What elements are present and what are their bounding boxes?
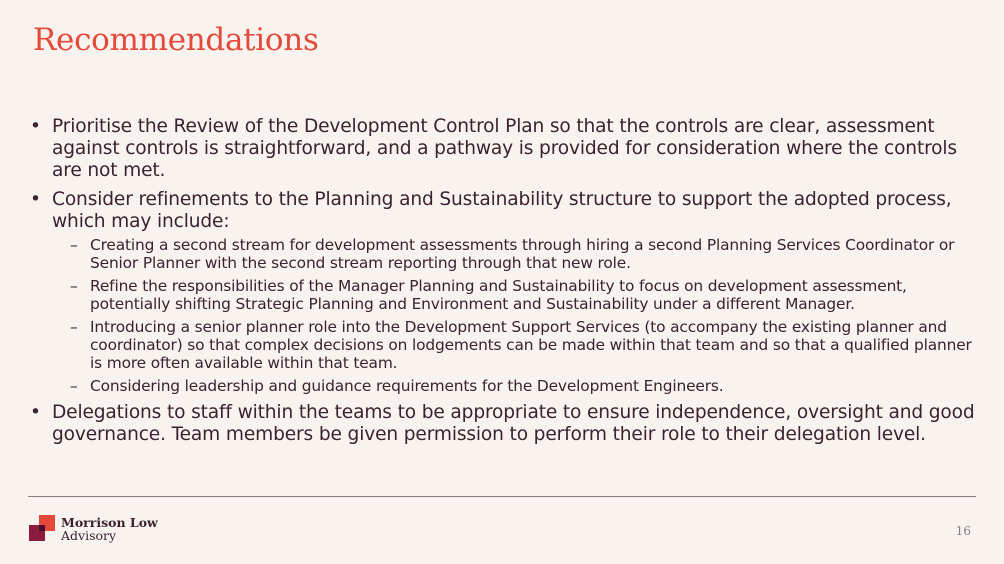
sub-bullet-text: Introducing a senior planner role into the Development Support Services (to accompany the existing planner and coordinator) so that complex decisions on lodgements can be made within that team and so that a qualified planner is more often available within that team. [90,318,972,372]
bullet-item [30,189,980,395]
bullet-text: Prioritise the Review of the Development Control Plan so that the controls are clear, assessment against controls is straightforward, and a pathway is provided for consideration where the controls are not met. [52,116,957,181]
bullet-list-container [30,116,980,453]
page-number: 16 [955,524,971,538]
bullet-item [30,402,980,446]
logo-text [61,516,158,542]
bullet-marker: • [30,116,41,137]
sub-bullet-item [52,377,980,395]
logo-line-2: Advisory [61,528,117,543]
footer-divider [28,496,976,497]
slide-title: Recommendations [33,22,319,58]
bullet-text: Delegations to staff within the teams to be appropriate to ensure independence, oversight and good governance. Team members be given permission to perform their role to their delegation level. [52,402,975,445]
dash-marker: – [70,377,78,395]
bullet-marker: • [30,189,41,210]
bullet-list [30,116,980,446]
dash-marker: – [70,236,78,254]
bullet-text: Consider refinements to the Planning and Sustainability structure to support the adopted process, which may include: [52,189,952,232]
sub-bullet-text: Creating a second stream for development assessments through hiring a second Planning Services Coordinator or Senior Planner with the second stream reporting through that new role. [90,236,955,272]
company-logo [29,515,158,543]
sub-bullet-text: Considering leadership and guidance requirements for the Development Engineers. [90,377,724,395]
dash-marker: – [70,277,78,295]
logo-mark-icon [29,515,57,543]
logo-line-1: Morrison Low [61,515,158,530]
sub-bullet-list [52,236,980,395]
dash-marker: – [70,318,78,336]
sub-bullet-item [52,277,980,313]
sub-bullet-item [52,236,980,272]
sub-bullet-text: Refine the responsibilities of the Manager Planning and Sustainability to focus on development assessment, potentially shifting Strategic Planning and Environment and Sustainability under a different Manager. [90,277,907,313]
bullet-item [30,116,980,182]
bullet-marker: • [30,402,41,423]
sub-bullet-item [52,318,980,372]
